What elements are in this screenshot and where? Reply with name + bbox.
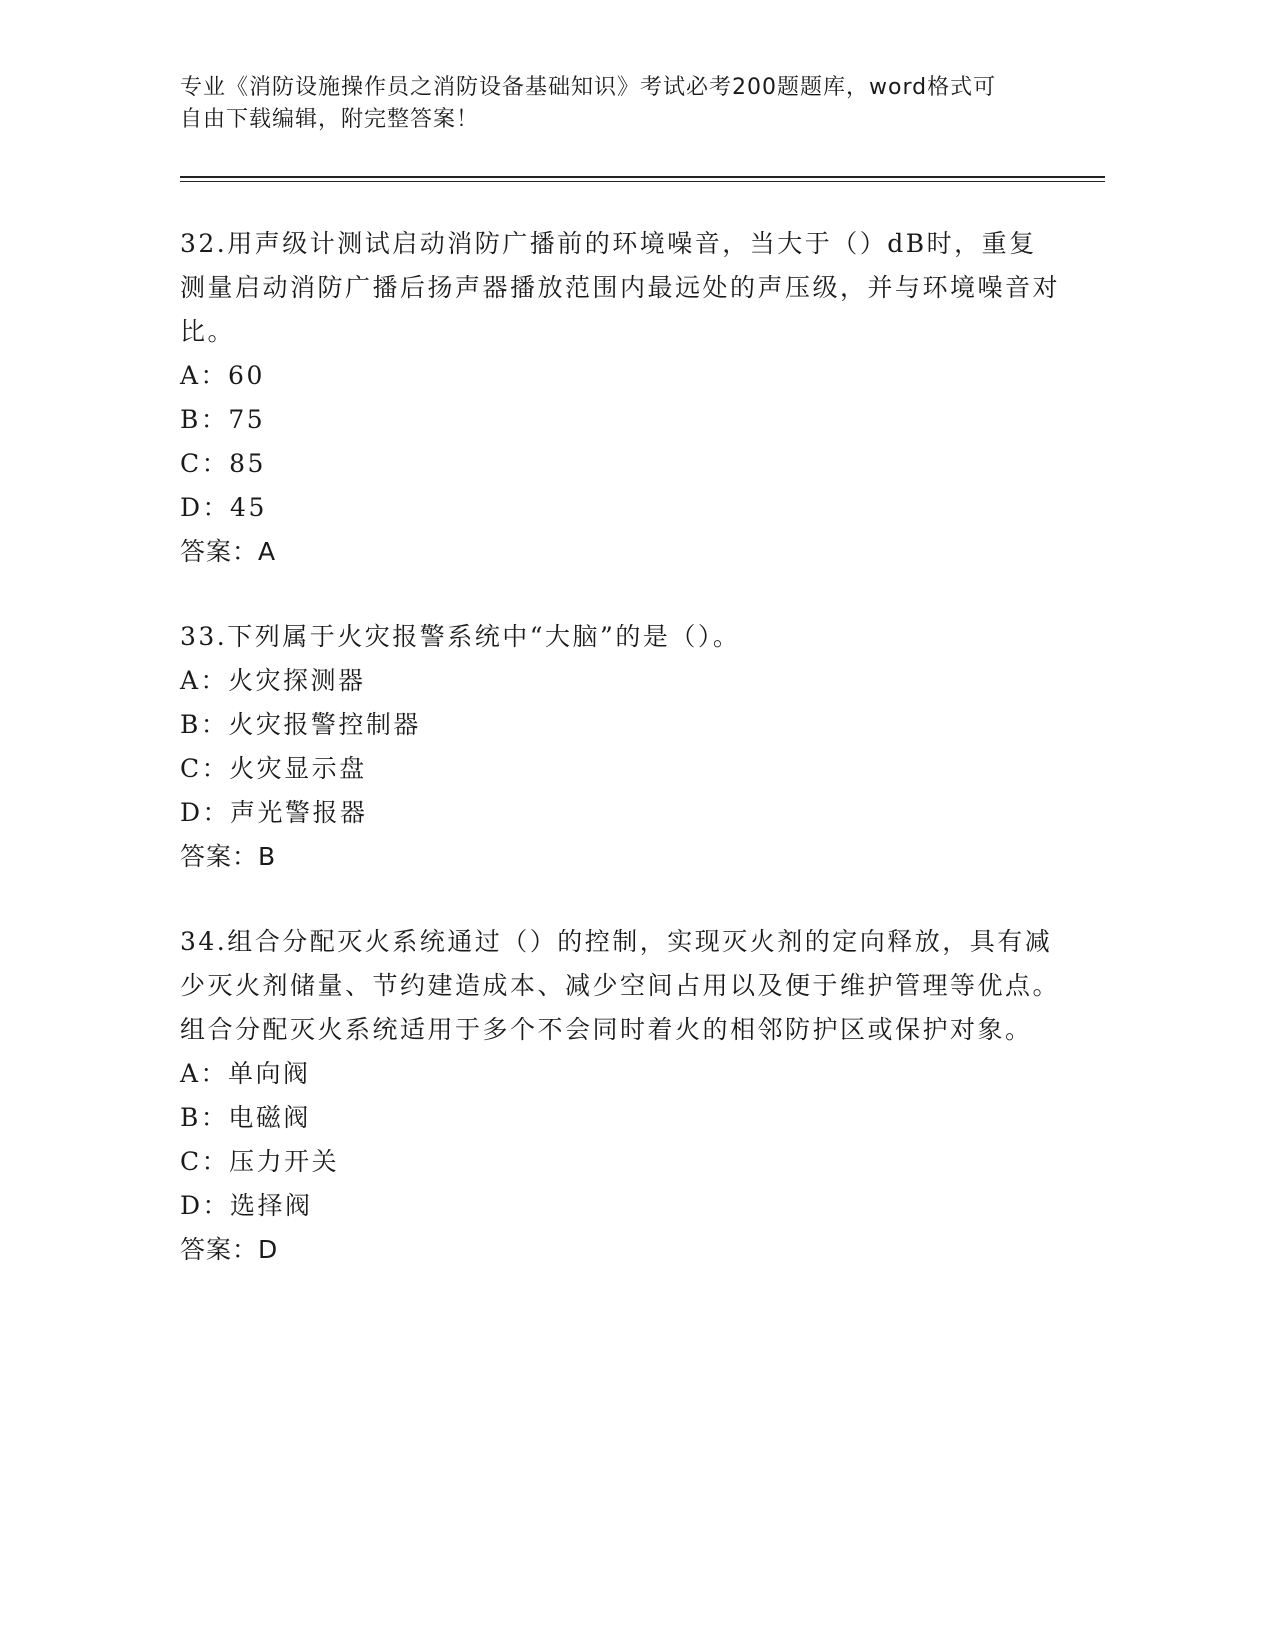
question-text: 34.组合分配灭火系统通过（）的控制，实现灭火剂的定向释放，具有减少灭火剂储量、节约建造成本、减少空间占用以及便于维护管理等优点。组合分配灭火系统适用于多个不会同时着火的相邻防护区或保护对象。 xyxy=(180,927,1061,1044)
option-b: B：火灾报警控制器 xyxy=(180,710,421,739)
option-d: D：45 xyxy=(180,493,267,522)
answer: 答案：A xyxy=(180,537,277,566)
option-d: D：选择阀 xyxy=(180,1191,313,1220)
option-b: B：75 xyxy=(180,405,266,434)
intro-line-2: 自由下载编辑，附完整答案！ xyxy=(180,107,480,132)
option-a: A：火灾探测器 xyxy=(180,666,366,695)
answer: 答案：B xyxy=(180,842,277,871)
option-c: C：压力开关 xyxy=(180,1147,340,1176)
question-32 xyxy=(180,222,1060,574)
option-b: B：电磁阀 xyxy=(180,1103,311,1132)
option-d: D：声光警报器 xyxy=(180,798,368,827)
header-divider-thin xyxy=(180,181,1105,182)
answer: 答案：D xyxy=(180,1235,279,1264)
question-text: 33.下列属于火灾报警系统中“大脑”的是（）。 xyxy=(180,622,741,651)
question-text: 32.用声级计测试启动消防广播前的环境噪音，当大于（）dB时，重复测量启动消防广播后扬声器播放范围内最远处的声压级，并与环境噪音对比。 xyxy=(180,229,1061,346)
option-a: A：单向阀 xyxy=(180,1059,311,1088)
option-c: C：火灾显示盘 xyxy=(180,754,367,783)
option-a: A：60 xyxy=(180,361,265,390)
option-c: C：85 xyxy=(180,449,266,478)
document-intro xyxy=(180,72,1060,136)
question-33 xyxy=(180,615,1060,879)
header-divider-thick xyxy=(180,176,1105,178)
question-34 xyxy=(180,920,1060,1272)
intro-line-1: 专业《消防设施操作员之消防设备基础知识》考试必考200题题库，word格式可 xyxy=(180,75,997,100)
